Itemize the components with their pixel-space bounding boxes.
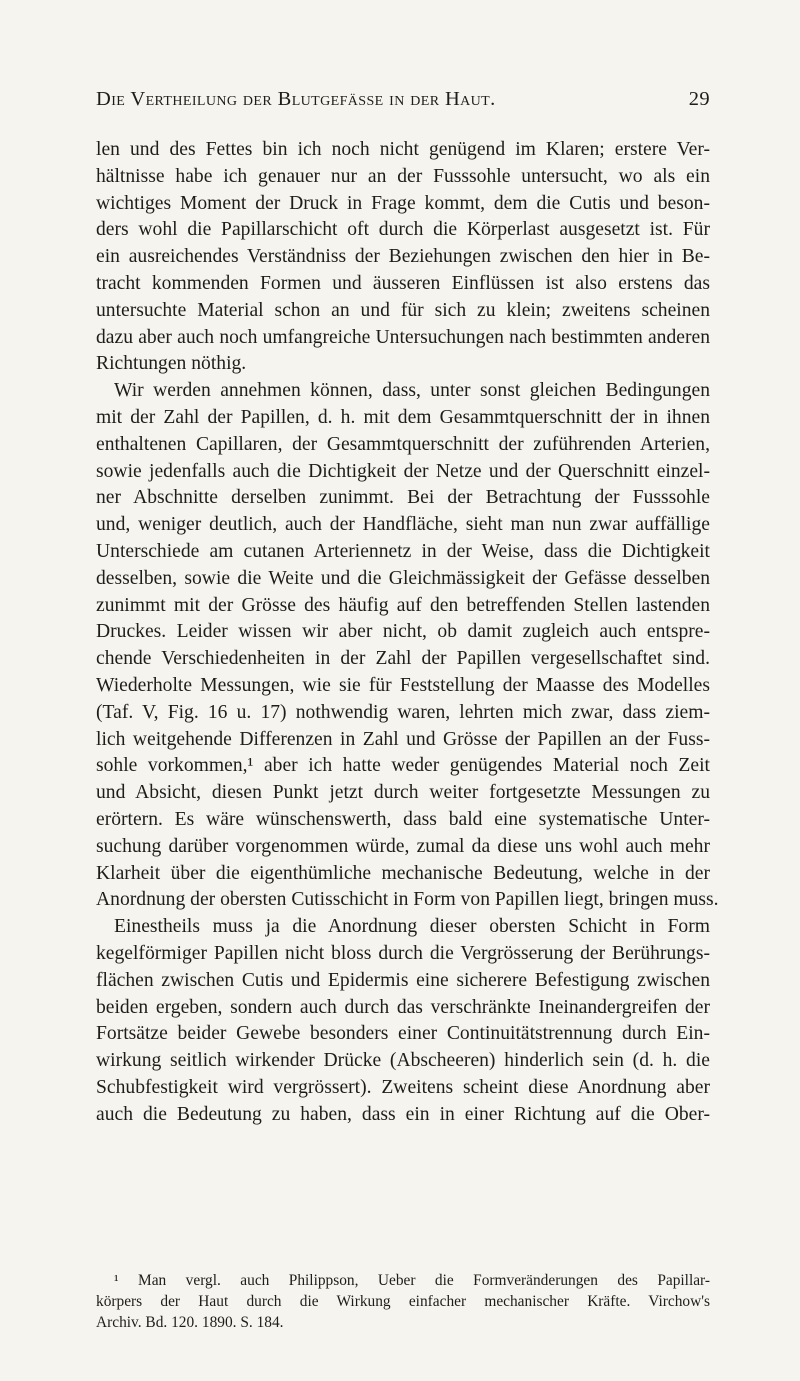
text-line: Unterschiede am cutanen Arteriennetz in der Weise, dass die Dichtigkeit xyxy=(96,540,710,562)
text-line: ner Abschnitte derselben zunimmt. Bei der Betrachtung der Fusssohle xyxy=(96,487,710,509)
text-line: Schubfestigkeit wird vergrössert). Zweitens scheint diese Anordnung aber xyxy=(96,1076,710,1098)
text-line: tracht kommenden Formen und äusseren Einflüssen ist also erstens das xyxy=(96,272,710,294)
text-line: suchung darüber vorgenommen würde, zumal da diese uns wohl auch mehr xyxy=(96,835,710,857)
footnote-line: körpers der Haut durch die Wirkung einfacher mechanischer Kräfte. Virchow's xyxy=(96,1293,710,1310)
footnote xyxy=(96,1270,710,1333)
text-line: mit der Zahl der Papillen, d. h. mit dem Gesammtquerschnitt der in ihnen xyxy=(96,406,710,428)
text-line: untersuchte Material schon an und für sich zu klein; zweitens scheinen xyxy=(96,299,710,321)
running-head xyxy=(96,88,710,112)
text-line: wichtiges Moment der Druck in Frage kommt, dem die Cutis und beson- xyxy=(96,192,710,214)
text-line: Druckes. Leider wissen wir aber nicht, ob damit zugleich auch entspre- xyxy=(96,621,710,643)
footnote-line: Archiv. Bd. 120. 1890. S. 184. xyxy=(96,1314,284,1331)
text-line: zunimmt mit der Grösse des häufig auf den betreffenden Stellen lastenden xyxy=(96,594,710,616)
running-title: Die Vertheilung der Blutgefässe in der Haut. xyxy=(96,88,496,110)
text-line: Anordnung der obersten Cutisschicht in Form von Papillen liegt, bringen muss. xyxy=(96,889,719,911)
text-line: Wir werden annehmen können, dass, unter sonst gleichen Bedingungen xyxy=(114,380,710,402)
text-line: erörtern. Es wäre wünschenswerth, dass bald eine systematische Unter- xyxy=(96,808,710,830)
text-line: chende Verschiedenheiten in der Zahl der Papillen vergesellschaftet sind. xyxy=(96,648,710,670)
text-line: wirkung seitlich wirkender Drücke (Abscheeren) hinderlich sein (d. h. die xyxy=(96,1050,710,1072)
text-line: enthaltenen Capillaren, der Gesammtquerschnitt der zuführenden Arterien, xyxy=(96,433,710,455)
text-line: flächen zwischen Cutis und Epidermis eine sicherere Befestigung zwischen xyxy=(96,969,710,991)
page-number: 29 xyxy=(688,88,710,110)
text-line: (Taf. V, Fig. 16 u. 17) nothwendig waren, lehrten mich zwar, dass ziem- xyxy=(96,701,710,723)
footnote-line: ¹ Man vergl. auch Philippson, Ueber die Formveränderungen des Papillar- xyxy=(114,1272,710,1289)
text-line: Einestheils muss ja die Anordnung dieser obersten Schicht in Form xyxy=(114,916,710,938)
text-line: Wiederholte Messungen, wie sie für Feststellung der Maasse des Modelles xyxy=(96,674,710,696)
text-line: Klarheit über die eigenthümliche mechanische Bedeutung, welche in der xyxy=(96,862,710,884)
text-line: und Absicht, diesen Punkt jetzt durch weiter fortgesetzte Messungen zu xyxy=(96,782,710,804)
text-line: beiden ergeben, sondern auch durch das verschränkte Ineinandergreifen der xyxy=(96,996,710,1018)
text-line: dazu aber auch noch umfangreiche Untersuchungen nach bestimmten anderen xyxy=(96,326,710,348)
text-line: und, weniger deutlich, auch der Handfläche, sieht man nun zwar auffällige xyxy=(96,514,710,536)
text-line: sowie jedenfalls auch die Dichtigkeit der Netze und der Querschnitt einzel- xyxy=(96,460,710,482)
text-line: Richtungen nöthig. xyxy=(96,353,247,375)
text-line: lich weitgehende Differenzen in Zahl und Grösse der Papillen an der Fuss- xyxy=(96,728,710,750)
text-line: sohle vorkommen,¹ aber ich hatte weder genügendes Material noch Zeit xyxy=(96,755,710,777)
text-line: hältnisse habe ich genauer nur an der Fusssohle untersucht, wo als ein xyxy=(96,165,710,187)
text-line: Fortsätze beider Gewebe besonders einer Continuitätstrennung durch Ein- xyxy=(96,1023,710,1045)
text-line: ein ausreichendes Verständniss der Beziehungen zwischen den hier in Be- xyxy=(96,246,710,268)
text-line: len und des Fettes bin ich noch nicht genügend im Klaren; erstere Ver- xyxy=(96,139,710,160)
text-line: kegelförmiger Papillen nicht bloss durch die Vergrösserung der Berührungs- xyxy=(96,942,710,964)
text-line: ders wohl die Papillarschicht oft durch die Körperlast ausgesetzt ist. Für xyxy=(96,219,710,241)
text-line: auch die Bedeutung zu haben, dass ein in einer Richtung auf die Ober- xyxy=(96,1103,710,1125)
body-text xyxy=(96,137,719,1128)
text-line: desselben, sowie die Weite und die Gleichmässigkeit der Gefässe desselben xyxy=(96,567,710,589)
